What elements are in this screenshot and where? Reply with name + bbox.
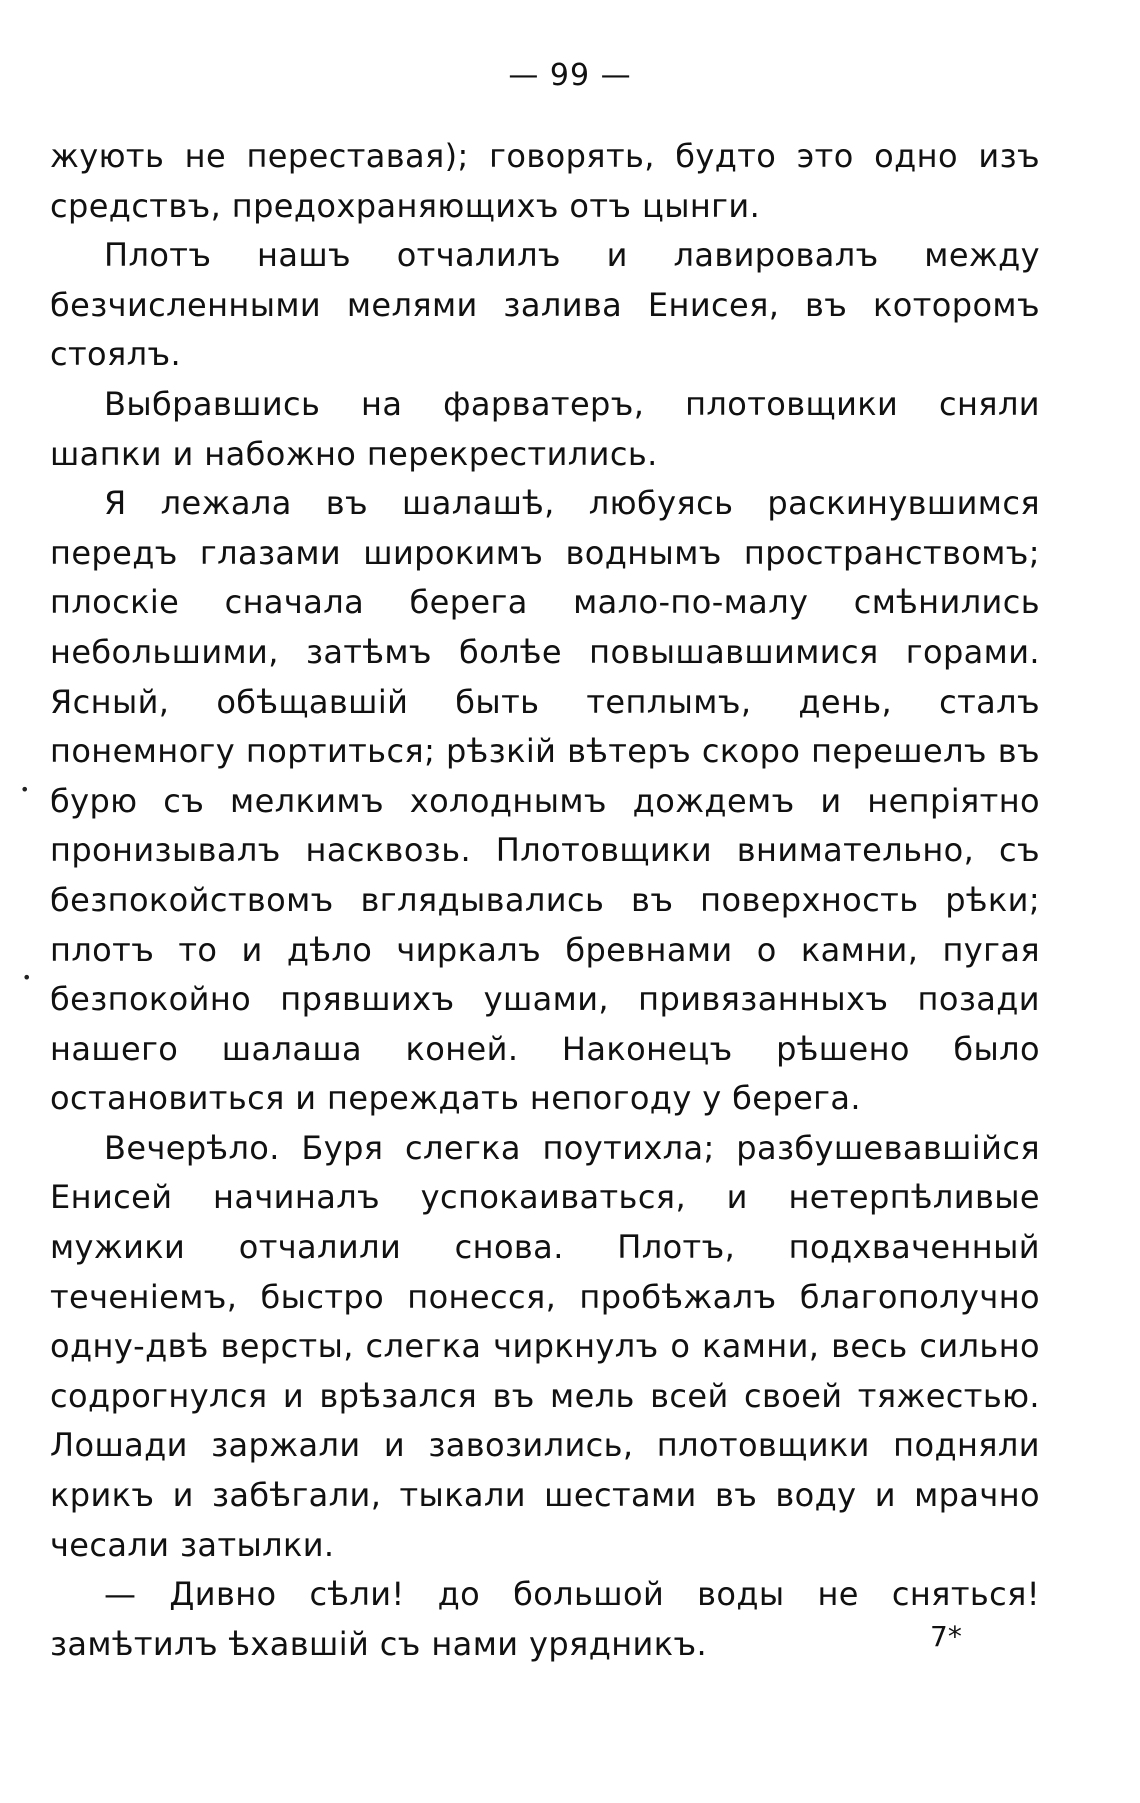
page-number: — 99 — [508, 58, 632, 93]
paragraph-3: Выбравшись на фарватеръ, плотовщики сняли шапки и набожно перекрестились. [50, 384, 1040, 473]
paragraph-2: Плотъ нашъ отчалилъ и лавировалъ между безчисленными мелями залива Енисея, въ которомъ стоялъ. [50, 236, 1040, 374]
paragraph-1: жують не переставая); говорять, будто это одно изъ средствъ, предохраняющихъ отъ цынги. [50, 137, 1040, 225]
paragraph-5: Вечерѣло. Буря слегка поутихла; разбушевавшійся Енисей начиналъ успокаиваться, и нетерпѣливые мужики отчалили снова. Плотъ, подхваченный теченіемъ, быстро понесся, пробѣжалъ благополучно одну-двѣ версты, слегка чиркнулъ о камни, весь сильно содрогнулся и врѣзался въ мель всей своей тяжестью. Лошади заржали и завозились, плотовщики подняли крикъ и забѣгали, тыкали шестами въ воду и мрачно чесали затылки. [50, 1128, 1040, 1564]
margin-speck: • [20, 780, 30, 799]
body-text [50, 132, 1040, 1669]
paragraph-6: — Дивно сѣли! до большой воды не сняться! замѣтилъ ѣхавшій съ нами урядникъ. [50, 1575, 1040, 1663]
margin-speck: • [22, 968, 32, 987]
signature-mark: 7* [930, 1620, 962, 1653]
paragraph-4: Я лежала въ шалашѣ, любуясь раскинувшимся передъ глазами широкимъ воднымъ пространствомъ; плоскіе сначала берега мало-по-малу смѣнились небольшими, затѣмъ болѣе повышавшимися горами. Ясный, обѣщавшій быть теплымъ, день, сталъ понемногу портиться; рѣзкій вѣтеръ скоро перешелъ въ бурю съ мелкимъ холоднымъ дождемъ и непріятно пронизывалъ насквозь. Плотовщики внимательно, съ безпокойствомъ вглядывались въ поверхность рѣки; плотъ то и дѣло чиркалъ бревнами о камни, пугая безпокойно прявшихъ ушами, привязанныхъ позади нашего шалаша коней. Наконецъ рѣшено было остановиться и переждать непогоду у берега. [50, 484, 1040, 1118]
